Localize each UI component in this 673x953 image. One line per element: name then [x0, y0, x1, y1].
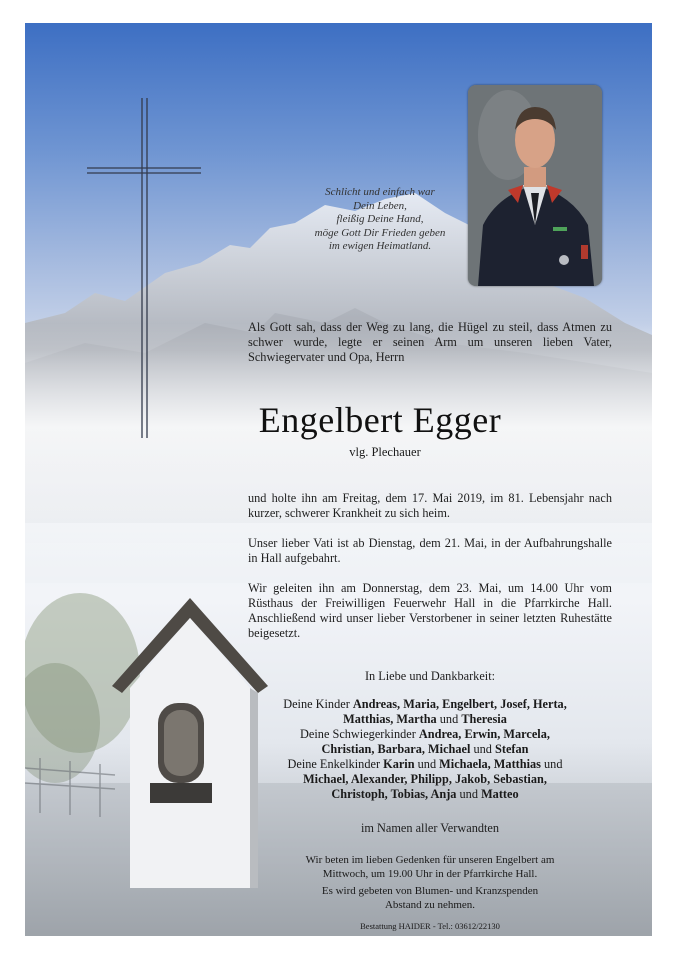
- gratitude-line: In Liebe und Dankbarkeit:: [364, 669, 496, 683]
- portrait-figure: [468, 85, 602, 286]
- children-prefix: Deine Kinder: [283, 697, 350, 711]
- and-word: und: [459, 787, 478, 801]
- undertaker-contact: Bestattung HAIDER - Tel.: 03612/22130: [360, 921, 500, 931]
- cross-icon: [85, 98, 205, 443]
- inlaws-names: Christian, Barbara, Michael: [321, 742, 471, 756]
- verse-line: Schlicht und einfach war: [325, 186, 435, 198]
- prayer-line: Wir beten im lieben Gedenken für unseren Engelbert am: [305, 854, 555, 866]
- grandchildren-names: Michaela, Matthias: [439, 757, 541, 771]
- grandchildren-line-3: [240, 787, 610, 802]
- grandchildren-line-1: [240, 757, 610, 772]
- flowers-line: Es wird gebeten von Blumen- und Kranzspenden: [321, 885, 539, 897]
- nickname: vlg. Plechauer: [349, 445, 421, 459]
- and-word: und: [473, 742, 492, 756]
- relatives-line: im Namen aller Verwandten: [360, 821, 500, 835]
- children-line-1: [240, 697, 610, 712]
- inlaws-line-2: [240, 742, 610, 757]
- obituary-card: [25, 23, 652, 936]
- inlaws-line-1: [240, 727, 610, 742]
- grandchildren-names: Christoph, Tobias, Anja: [331, 787, 457, 801]
- grandchildren-names: Matteo: [481, 787, 519, 801]
- inlaws-names: Stefan: [495, 742, 529, 756]
- portrait-photo: [468, 85, 602, 286]
- and-word: und: [544, 757, 563, 771]
- verse-line: fleißig Deine Hand,: [336, 213, 424, 225]
- children-names: Theresia: [461, 712, 507, 726]
- flowers-line: Abstand zu nehmen.: [384, 898, 476, 911]
- and-word: und: [417, 757, 437, 771]
- intro-text: Als Gott sah, dass der Weg zu lang, die Hügel zu steil, dass Atmen zu schwer wurde, legte er seinen Arm um unseren lieben Vater, Schwiegervater und Opa, Herrn: [248, 320, 612, 364]
- and-word: und: [439, 712, 459, 726]
- viewing-info: Unser lieber Vati ist ab Dienstag, dem 21. Mai, in der Aufbahrungshalle in Hall aufgebahrt.: [248, 536, 612, 565]
- prayer-notice: [248, 854, 612, 881]
- prayer-line: Mittwoch, um 19.00 Uhr in der Pfarrkirche Hall.: [322, 867, 538, 880]
- funeral-info: Wir geleiten ihn am Donnerstag, dem 23. Mai, um 14.00 Uhr vom Rüsthaus der Freiwilligen Feuerwehr Hall in die Pfarrkirche Hall. Anschließend wird unser lieber Verstorbener in seiner letzten Ruhestätte beigesetzt.: [248, 581, 612, 640]
- grandchildren-names: Michael, Alexander, Philipp, Jakob, Sebastian,: [303, 772, 547, 786]
- children-names: Andreas, Maria, Engelbert, Josef, Herta,: [352, 697, 567, 711]
- verse-line: Dein Leben,: [353, 199, 407, 212]
- verse-line: im ewigen Heimatland.: [328, 240, 432, 252]
- death-announcement: und holte ihn am Freitag, dem 17. Mai 2019, im 81. Lebensjahr nach kurzer, schwerer Krankheit zu sich heim.: [248, 491, 612, 520]
- grandchildren-line-2: [240, 772, 610, 787]
- children-line-2: [240, 712, 610, 727]
- family-list: [240, 697, 610, 802]
- grandchildren-prefix: Deine Enkelkinder: [287, 757, 381, 771]
- inlaws-names: Andrea, Erwin, Marcela,: [418, 727, 550, 741]
- flowers-notice: [248, 885, 612, 912]
- verse-line: möge Gott Dir Frieden geben: [314, 226, 446, 239]
- grandchildren-names: Karin: [383, 757, 415, 771]
- deceased-name: Engelbert Egger: [258, 400, 502, 440]
- inlaws-prefix: Deine Schwiegerkinder: [300, 727, 416, 741]
- memorial-verse: [280, 186, 480, 254]
- children-names: Matthias, Martha: [343, 712, 437, 726]
